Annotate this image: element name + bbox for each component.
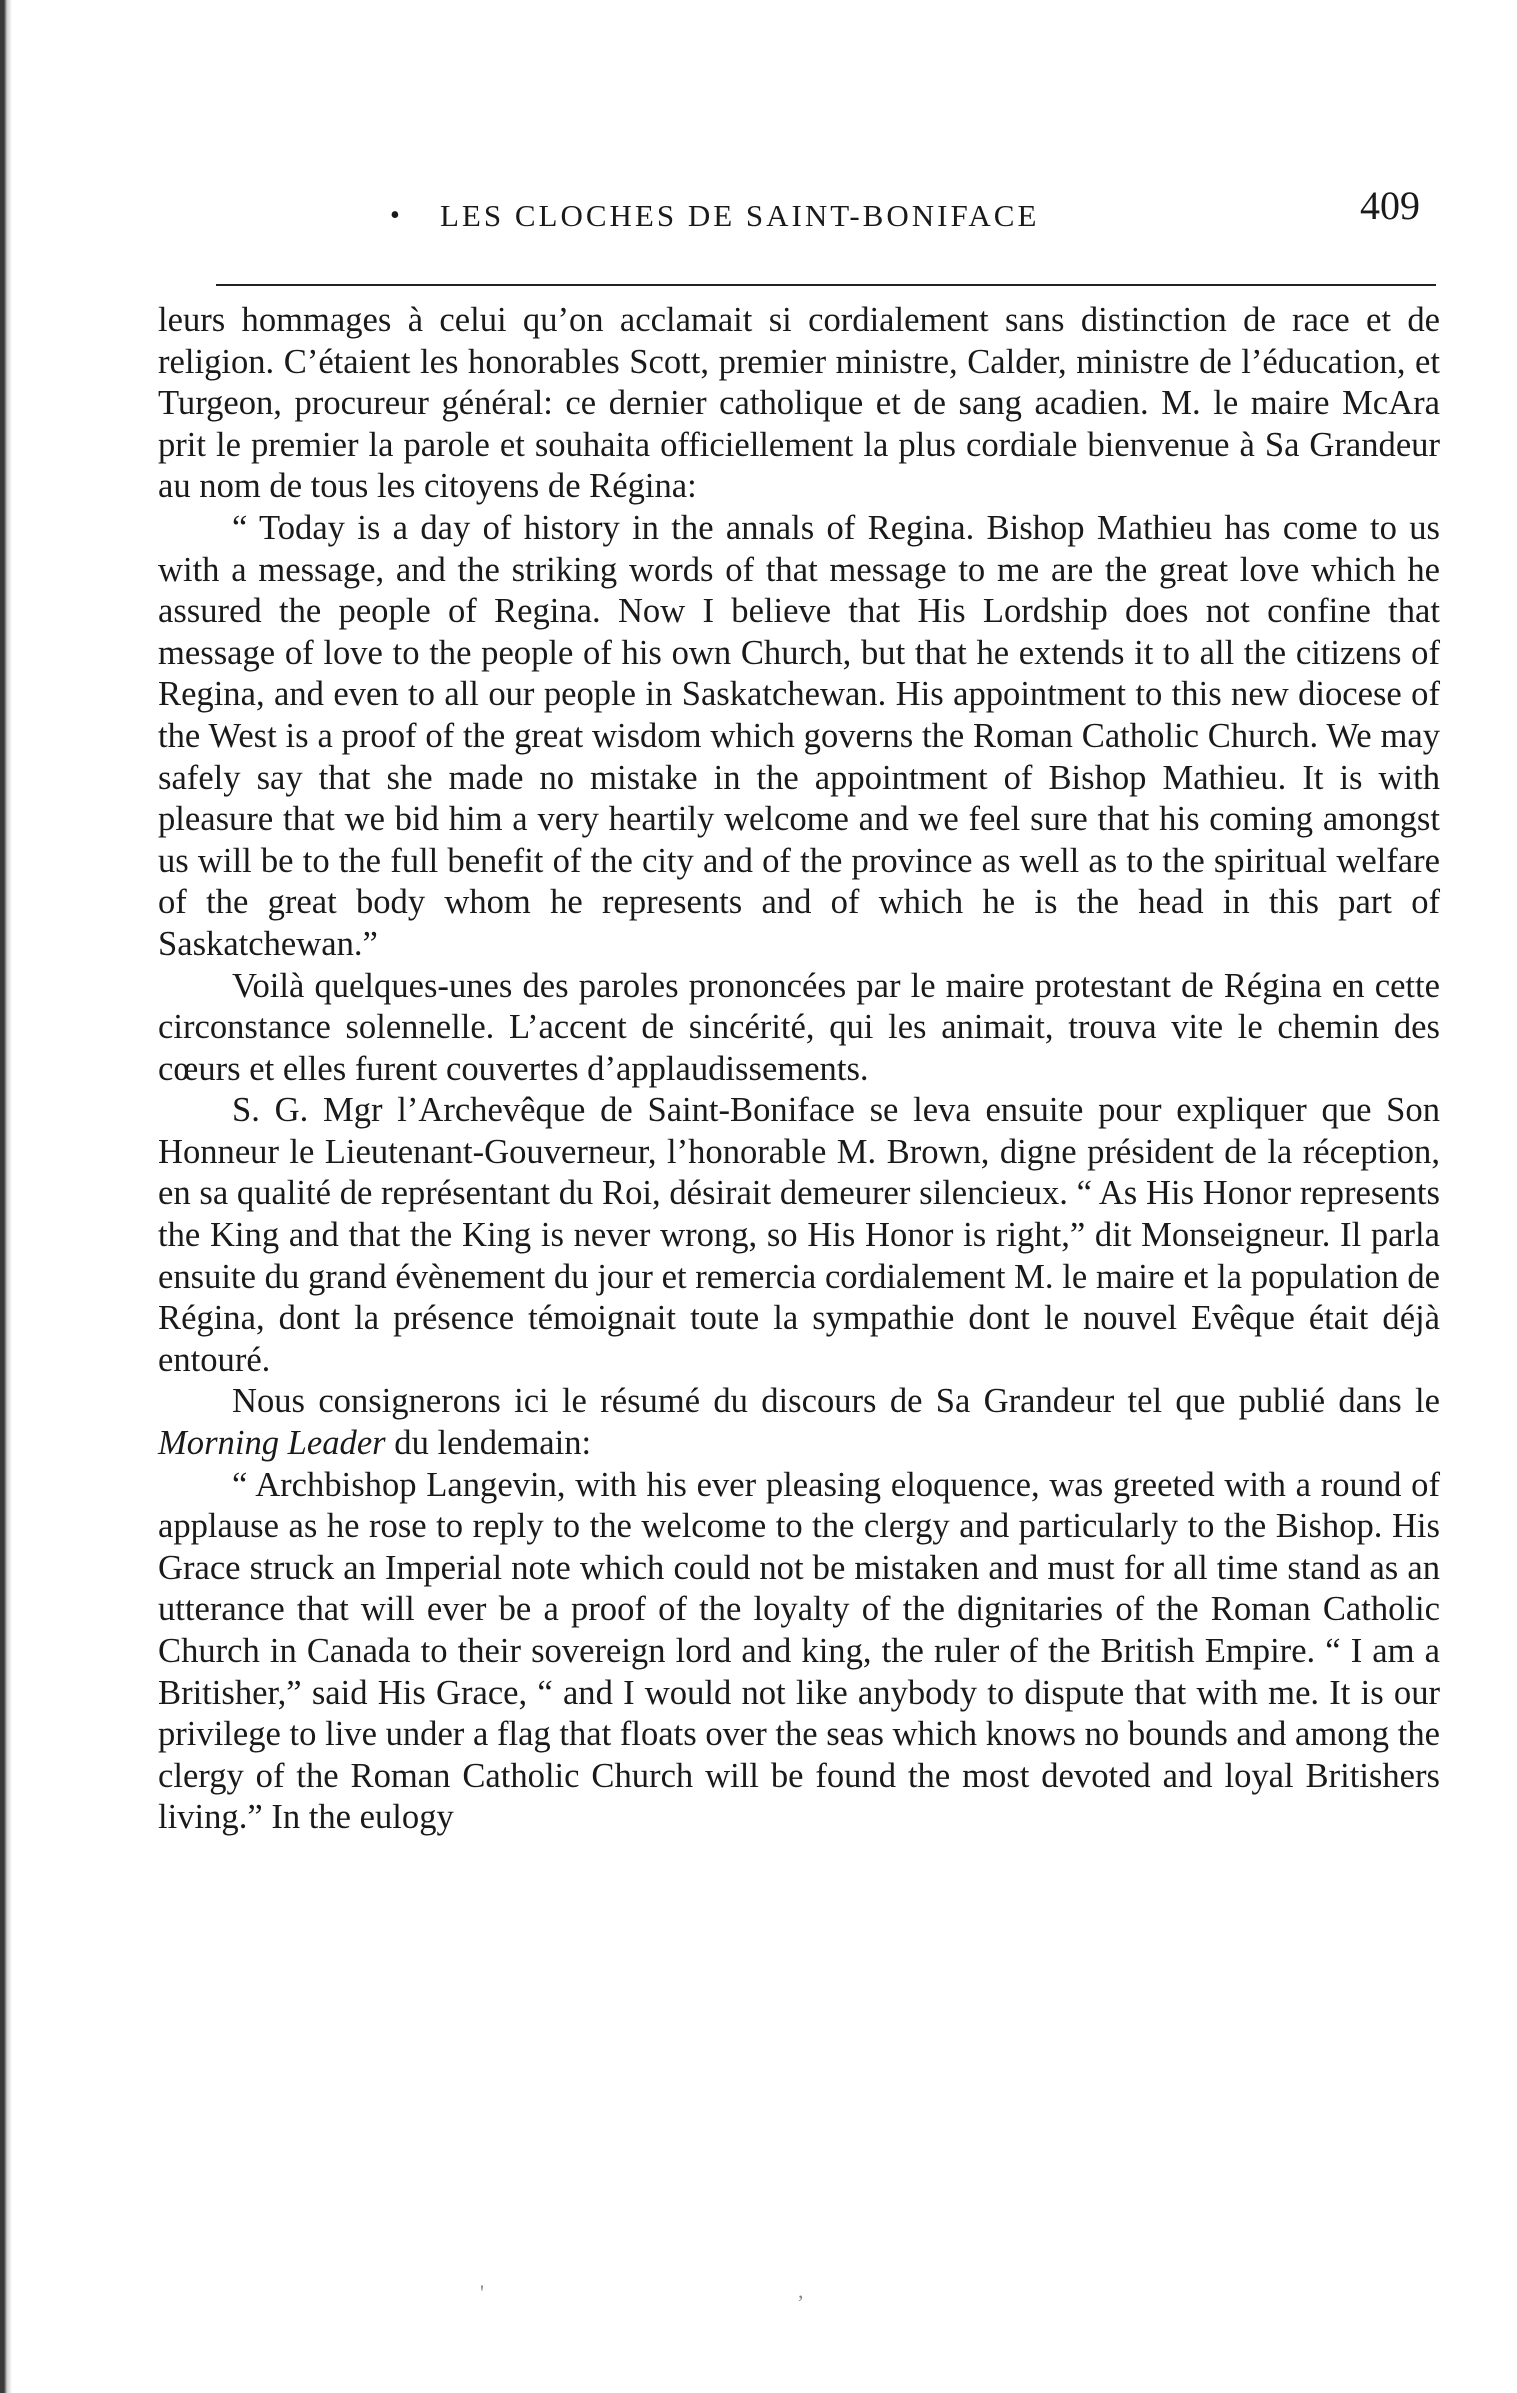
- header-ornament: •: [390, 200, 400, 231]
- speck: ': [480, 2280, 484, 2305]
- page-number: 409: [1360, 183, 1420, 228]
- paragraph-3: Voilà quelques-unes des paroles prononcées par le maire protestant de Régina en cette circonstance solennelle. L’accent de sincérité, qui les animait, trouva vite le chemin des cœurs et elles furent couvertes d’applaudissements.: [158, 966, 1440, 1088]
- speck: ,: [798, 2278, 804, 2303]
- paragraph-5-text-end: du lendemain:: [394, 1424, 592, 1463]
- paragraph-5-text: Nous consignerons ici le résumé du discours de Sa Grandeur tel que publié dans le: [232, 1382, 1440, 1421]
- body-text: [158, 300, 1440, 1839]
- newspaper-title: Morning Leader: [158, 1424, 386, 1463]
- paragraph-5: [158, 1381, 1440, 1464]
- paragraph-2-quote: “ Today is a day of history in the annals of Regina. Bishop Mathieu has come to us with a message, and the striking words of that message to me are the great love which he assured the people of Regina. Now I believe that His Lordship does not confine that message of love to the people of his own Church, but that he extends it to all the citizens of Regina, and even to all our people in Saskatchewan. His appointment to this new diocese of the West is a proof of the great wisdom which governs the Roman Catholic Church. We may safely say that she made no mistake in the appointment of Bishop Mathieu. It is with pleasure that we bid him a very heartily welcome and we feel sure that his coming amongst us will be to the full benefit of the city and of the province as well as to the spiritual welfare of the great body whom he represents and of which he is the head in this part of Saskatchewan.”: [158, 508, 1440, 963]
- page-header: [390, 178, 1430, 248]
- header-rule: [216, 284, 1436, 286]
- paragraph-6-quote: “ Archbishop Langevin, with his ever pleasing eloquence, was greeted with a round of applause as he rose to reply to the welcome to the clergy and particularly to the Bishop. His Grace struck an Imperial note which could not be mistaken and must for all time stand as an utterance that will ever be a proof of the loyalty of the dignitaries of the Roman Catholic Church in Canada to their sovereign lord and king, the ruler of the British Empire. “ I am a Britisher,” said His Grace, “ and I would not like anybody to dispute that with me. It is our privilege to live under a flag that floats over the seas which knows no bounds and among the clergy of the Roman Catholic Church will be found the most devoted and loyal Britishers living.” In the eulogy: [158, 1465, 1440, 1837]
- running-title: LES CLOCHES DE SAINT-BONIFACE: [440, 198, 1040, 233]
- paragraph-4: S. G. Mgr l’Archevêque de Saint-Boniface se leva ensuite pour expliquer que Son Honneur le Lieutenant-Gouverneur, l’honorable M. Brown, digne président de la réception, en sa qualité de représentant du Roi, désirait demeurer silencieux. “ As His Honor represents the King and that the King is never wrong, so His Honor is right,” dit Monseigneur. Il parla ensuite du grand évènement du jour et remercia cordialement M. le maire et la population de Régina, dont la présence témoignait toute la sympathie dont le nouvel Evêque était déjà entouré.: [158, 1091, 1440, 1379]
- paragraph-1: leurs hommages à celui qu’on acclamait si cordialement sans distinction de race et de religion. C’étaient les honorables Scott, premier ministre, Calder, ministre de l’éducation, et Turgeon, procureur général: ce dernier catholique et de sang acadien. M. le maire McAra prit le premier la parole et souhaita officiellement la plus cordiale bienvenue à Sa Grandeur au nom de tous les citoyens de Régina:: [158, 301, 1440, 506]
- page-binding-edge: [0, 0, 12, 2393]
- scan-specks: [480, 2278, 820, 2318]
